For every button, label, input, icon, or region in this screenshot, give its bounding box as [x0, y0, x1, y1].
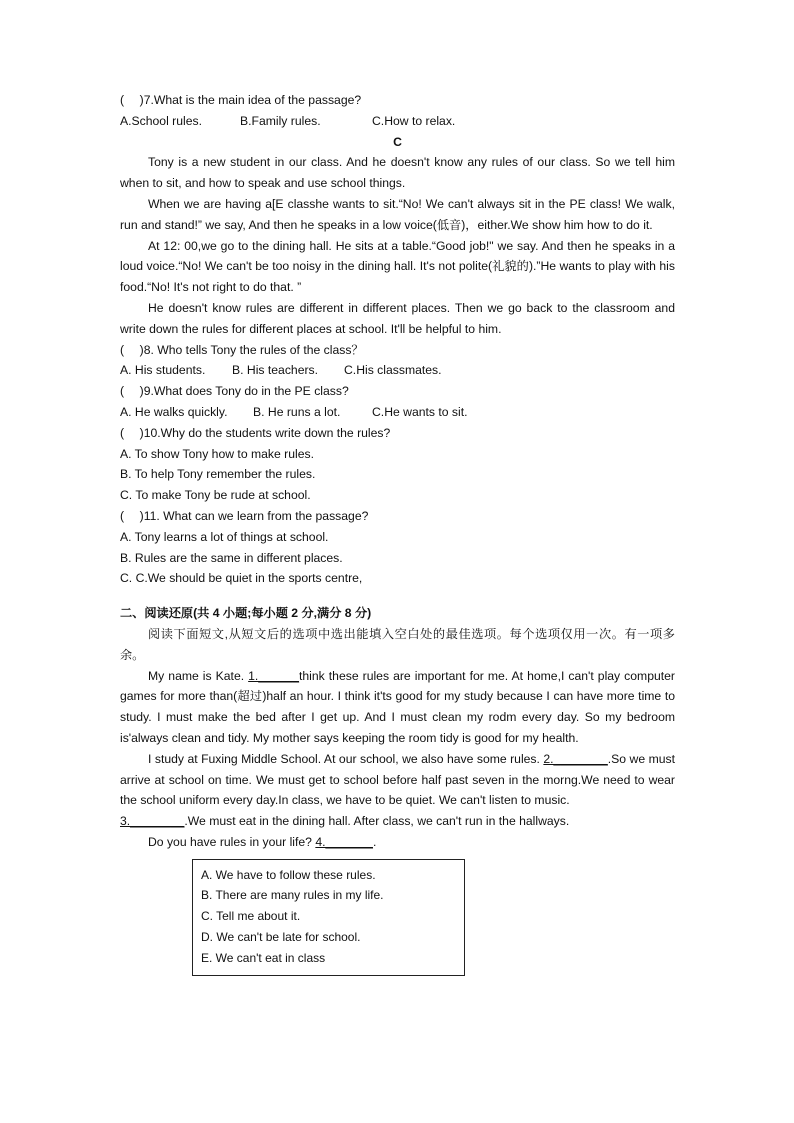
choice-e: E. We can't eat in class: [201, 950, 326, 965]
q8-option-c: C.His classmates.: [344, 363, 442, 378]
p1-text-start: My name is Kate.: [148, 668, 249, 683]
p4-text-start: Do you have rules in your life?: [148, 834, 316, 849]
p2-text-start: I study at Fuxing Middle School. At our school, we also have some rules.: [148, 751, 544, 766]
p4-text-end: .: [372, 834, 377, 849]
q11-option-a: A. Tony learns a lot of things at school.: [120, 529, 329, 544]
q9-option-c: C.He wants to sit.: [372, 404, 468, 419]
blank-4[interactable]: 4._______: [315, 834, 373, 849]
passage-2-paragraph-3: [120, 811, 675, 832]
choices-box: [192, 859, 465, 976]
q7-option-a: A.School rules.: [120, 113, 202, 128]
q11-option-c: C. C.We should be quiet in the sports centre,: [120, 571, 363, 586]
blank-3[interactable]: 3.________: [120, 814, 185, 829]
worksheet-page: [120, 90, 675, 976]
section-2-instruction: 阅读下面短文,从短文后的选项中选出能填入空白处的最佳选项。每个选项仅用一次。有一项多余。: [120, 626, 675, 662]
passage-c-paragraph-4: He doesn't know rules are different in different places. Then we go back to the classroom and write down the rules for different places at school. It'll be helpful to him.: [120, 300, 675, 336]
section-2-heading: 二、阅读还原(共 4 小题;每小题 2 分,满分 8 分): [120, 606, 372, 621]
choice-d: D. We can't be late for school.: [201, 930, 361, 945]
q9-stem: ( )9.What does Tony do in the PE class?: [120, 384, 349, 399]
blank-1[interactable]: 1.______: [248, 668, 299, 683]
q8-option-b: B. His teachers.: [232, 363, 319, 378]
passage-2-paragraph-2: [120, 749, 675, 811]
q8-stem: ( )8. Who tells Tony the rules of the class？: [120, 342, 364, 357]
choice-b: B. There are many rules in my life.: [201, 888, 384, 903]
p2-text-end: .So we must arrive at school on time. We must get to school before half past seven in the morng.We need to wear the school uniform every day.In class, we have to be quiet. We can't listen to music.: [120, 751, 675, 808]
q10-stem: ( )10.Why do the students write down the rules?: [120, 425, 391, 440]
q9-options: [120, 402, 675, 423]
section-c-label: C: [393, 134, 402, 149]
choice-a: A. We have to follow these rules.: [201, 867, 376, 882]
q10-option-c: C. To make Tony be rude at school.: [120, 488, 311, 503]
choice-c: C. Tell me about it.: [201, 909, 301, 924]
q7-stem: ( )7.What is the main idea of the passage?: [120, 93, 362, 107]
passage-2-paragraph-4: [120, 832, 675, 853]
passage-c-paragraph-2: When we are having a[E classhe wants to sit.“No! We can't always sit in the PE class! We walk, run and stand!” we say, And then he speaks in a low voice(低音)，either.We show him how to do it.: [120, 196, 675, 232]
passage-c-paragraph-3: At 12: 00,we go to the dining hall. He sits at a table.“Good job!" we say. And then he speaks in a loud voice.“No! We can't be too noisy in the dining hall. It's not polite(礼貌的).”He wants to play with his food.“No! It's not right to do that. ”: [120, 238, 675, 295]
blank-2[interactable]: 2.________: [543, 751, 608, 766]
q9-option-b: B. He runs a lot.: [253, 404, 341, 419]
q9-option-a: A. He walks quickly.: [120, 404, 228, 419]
p3-text: .We must eat in the dining hall. After class, we can't run in the hallways.: [184, 814, 570, 829]
q11-option-b: B. Rules are the same in different places.: [120, 550, 343, 565]
q10-option-a: A. To show Tony how to make rules.: [120, 446, 314, 461]
q10-option-b: B. To help Tony remember the rules.: [120, 467, 316, 482]
q7-options: [120, 111, 675, 132]
q7-option-c: C.How to relax.: [372, 113, 456, 128]
q8-option-a: A. His students.: [120, 363, 206, 378]
p1-text-end: think these rules are important for me. At home,I can't play computer games for more than(超过)half an hour. I think it'ts good for my study because I can have more time to study. I must make the bed after I get up. And I must clean my rodm every day. So my bedroom is'always clean and tidy. My mother says keeping the room tidy is good for my health.: [120, 668, 675, 745]
passage-2-paragraph-1: [120, 666, 675, 749]
passage-c-paragraph-1: Tony is a new student in our class. And he doesn't know any rules of our class. So we tell him when to sit, and how to speak and use school things.: [120, 155, 675, 191]
q11-stem: ( )11. What can we learn from the passage?: [120, 508, 369, 523]
q8-options: [120, 360, 675, 381]
q7-option-b: B.Family rules.: [240, 113, 321, 128]
